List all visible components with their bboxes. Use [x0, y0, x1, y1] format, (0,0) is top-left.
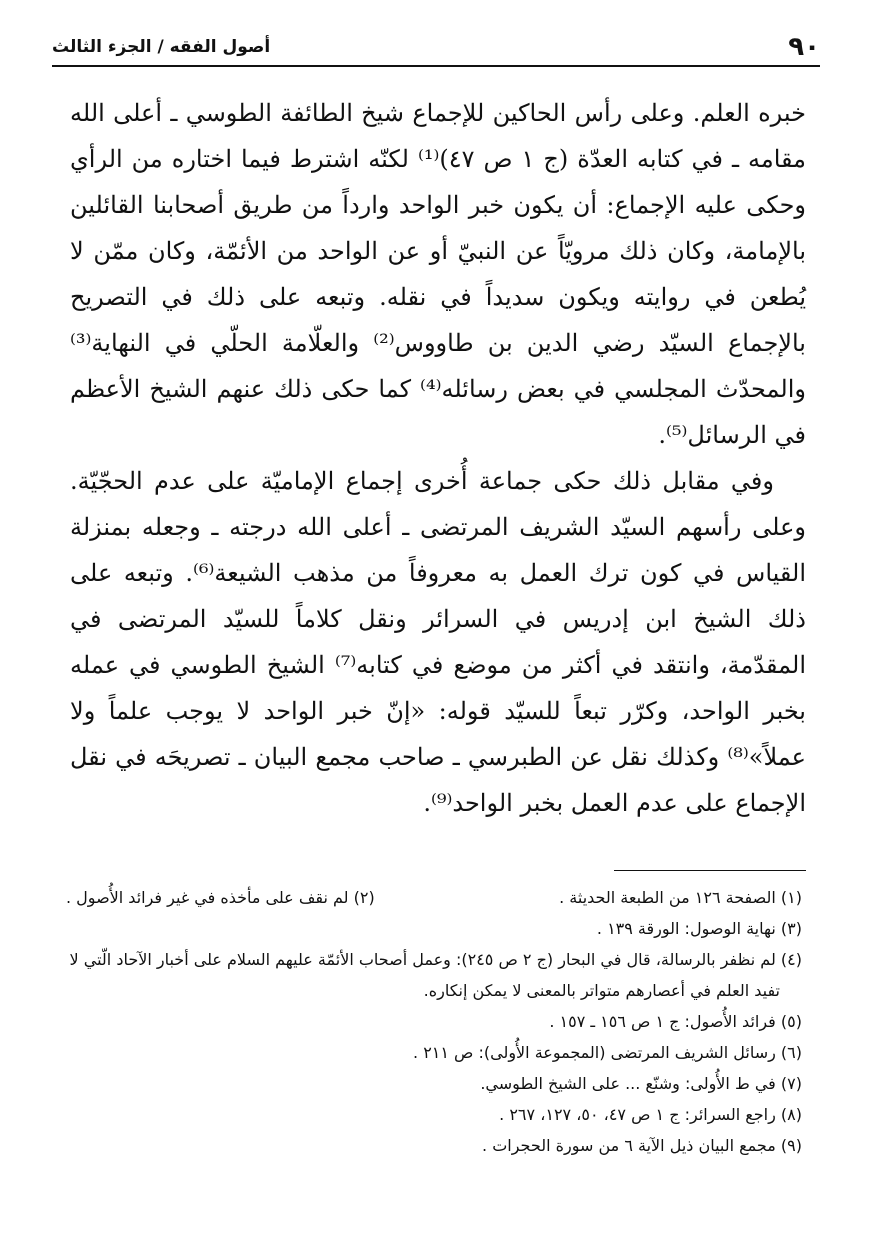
- page-number: ٩٠: [788, 32, 820, 62]
- footnote-8: (٨) راجع السرائر: ج ١ ص ٤٧، ٥٠، ١٢٧، ٢٦٧ .: [499, 1105, 802, 1124]
- footnote-row: [66, 882, 802, 913]
- footnote-1: (١) الصفحة ١٢٦ من الطبعة الحديثة .: [559, 888, 802, 907]
- footnote-2: (٢) لم نقف على مأخذه في غير فرائد الأُصول .: [66, 888, 375, 907]
- header-divider: [52, 65, 820, 67]
- running-title: أصول الفقه / الجزء الثالث: [52, 37, 271, 57]
- footnote-divider: [614, 870, 806, 871]
- footnote-3: (٣) نهاية الوصول: الورقة ١٣٩ .: [596, 919, 802, 938]
- page-header: [52, 30, 820, 64]
- footnote-7: (٧) في ط الأُولى: وشنّع ... على الشيخ الطوسي.: [480, 1074, 802, 1093]
- main-text: [70, 90, 806, 826]
- footnote-9: (٩) مجمع البيان ذيل الآية ٦ من سورة الحجرات .: [482, 1136, 802, 1155]
- footnote-4: (٤) لم نظفر بالرسالة، قال في البحار (ج ٢ ص ٢٤٥): وعمل أصحاب الأئمّة عليهم السلام على أخبار الآحاد الّتي لا تفيد العلم في أعصارهم متواتر بالمعنى لا يمكن إنكاره.: [69, 950, 802, 1000]
- footnote-5: (٥) فرائد الأُصول: ج ١ ص ١٥٦ ـ ١٥٧ .: [549, 1012, 802, 1031]
- paragraph: خبره العلم. وعلى رأس الحاكين للإجماع شيخ الطائفة الطوسي ـ أعلى الله مقامه ـ في كتابه العدّة (ج ١ ص ٤٧)⁽¹⁾ لكنّه اشترط فيما اختاره من الرأي وحكى عليه الإجماع: أن يكون خبر الواحد وارداً من طريق أصحابنا القائلين بالإمامة، وكان ذلك مرويّاً عن النبيّ أو عن الواحد من الأئمّة، وكان ممّن لا يُطعن في روايته ويكون سديداً في نقله. وتبعه على ذلك في التصريح بالإجماع السيّد رضي الدين بن طاووس⁽²⁾ والعلّامة الحلّي في النهاية⁽³⁾ والمحدّث المجلسي في بعض رسائله⁽⁴⁾ كما حكى ذلك عنهم الشيخ الأعظم في الرسائل⁽⁵⁾.: [70, 99, 806, 449]
- footnotes: [66, 882, 802, 1161]
- paragraph: وفي مقابل ذلك حكى جماعة أُخرى إجماع الإماميّة على عدم الحجّيّة. وعلى رأسهم السيّد الشريف المرتضى ـ أعلى الله درجته ـ وجعله بمنزلة القياس في كون ترك العمل به معروفاً من مذهب الشيعة⁽⁶⁾. وتبعه على ذلك الشيخ ابن إدريس في السرائر ونقل كلاماً للسيّد المرتضى في المقدّمة، وانتقد في أكثر من موضع في كتابه⁽⁷⁾ الشيخ الطوسي في عمله بخبر الواحد، وكرّر تبعاً للسيّد قوله: «إنّ خبر الواحد لا يوجب علماً ولا عملاً»⁽⁸⁾ وكذلك نقل عن الطبرسي ـ صاحب مجمع البيان ـ تصريحَه في نقل الإجماع على عدم العمل بخبر الواحد⁽⁹⁾.: [70, 467, 806, 817]
- footnote-6: (٦) رسائل الشريف المرتضى (المجموعة الأُولى): ص ٢١١ .: [413, 1043, 802, 1062]
